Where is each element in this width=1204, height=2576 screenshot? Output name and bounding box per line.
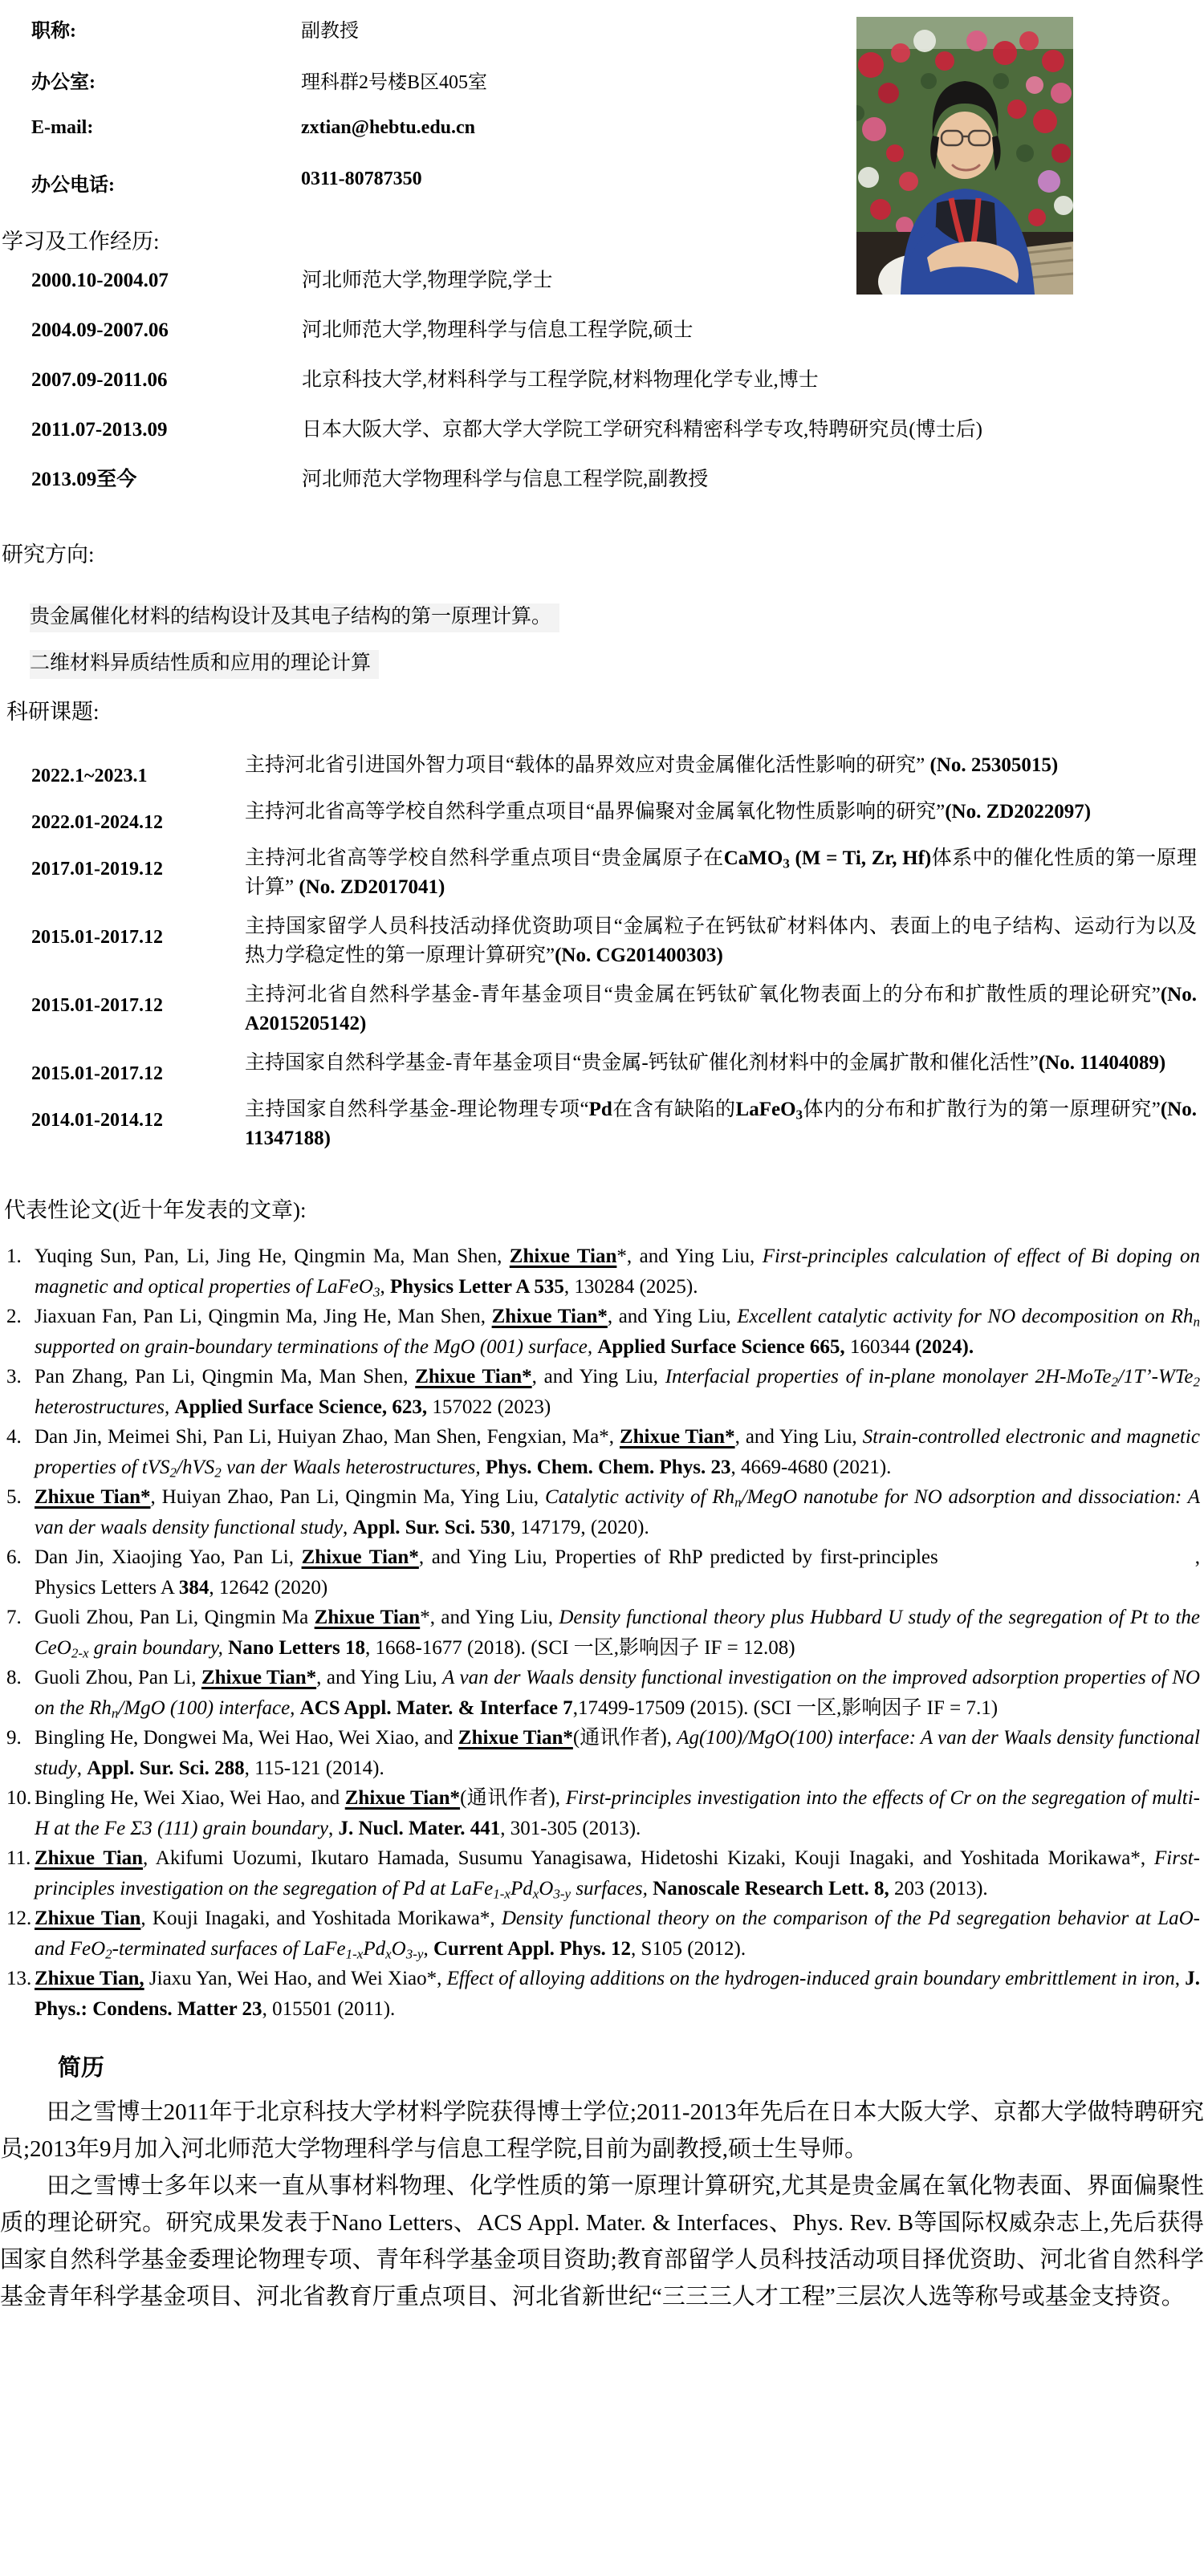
- paper-number: 6.: [6, 1546, 22, 1568]
- research-directions-heading: 研究方向:: [2, 542, 95, 567]
- bio-heading: 简历: [58, 2055, 105, 2081]
- project-period: 2022.01-2024.12: [31, 812, 163, 833]
- paper-text: Dan Jin, Xiaojing Yao, Pan Li, Zhixue Tian*, and Ying Liu, Properties of RhP predicted by first-principles , Physics Letters A 384, 12642 (2020): [35, 1546, 1200, 1599]
- paper-item: [6, 1964, 1201, 2024]
- paper-item: [6, 1723, 1200, 1783]
- paper-number: 9.: [6, 1727, 22, 1749]
- paper-text: Yuqing Sun, Pan, Li, Jing He, Qingmin Ma, Man Shen, Zhixue Tian*, and Ying Liu, First-principles calculation of effect of Bi doping on magnetic and optical properties of LaFeO3, Physics Letter A 535, 130284 (2025).: [35, 1245, 1200, 1299]
- paper-number: 13.: [6, 1968, 32, 1989]
- paper-item: [6, 1422, 1200, 1482]
- experience-row: [31, 317, 1204, 344]
- contact-label: 办公室:: [31, 72, 96, 93]
- paper-number: 10.: [6, 1787, 32, 1809]
- project-period: 2015.01-2017.12: [31, 995, 163, 1016]
- project-row: [31, 798, 1204, 834]
- experience-row: [31, 367, 1204, 394]
- research-directions-section: [0, 603, 1204, 679]
- project-row: [31, 912, 1204, 970]
- experience-period: 2007.09-2011.06: [31, 369, 168, 391]
- contact-value-phone: 0311-80787350: [301, 169, 422, 189]
- paper-text: Pan Zhang, Pan Li, Qingmin Ma, Man Shen, Zhixue Tian*, and Ying Liu, Interfacial properties of in-plane monolayer 2H-MoTe2/1T’-WTe2 heterostructures, Applied Surface Science, 623, 157022 (2023): [35, 1366, 1200, 1418]
- project-period: 2015.01-2017.12: [31, 1063, 163, 1084]
- paper-item: [6, 1482, 1200, 1542]
- project-row: [31, 1095, 1204, 1153]
- papers-list: [6, 1241, 1201, 2024]
- experience-detail: 河北师范大学,物理科学与信息工程学院,硕士: [302, 319, 694, 341]
- experience-period: 2004.09-2007.06: [31, 319, 169, 341]
- paper-text: Guoli Zhou, Pan Li, Zhixue Tian*, and Ying Liu, A van der Waals density functional investigation on the improved adsorption properties of NO on the Rhn/MgO (100) interface, ACS Appl. Mater. & Interface 7,17499-17509 (2015). (SCI 一区,影响因子 IF = 7.1): [35, 1667, 1200, 1721]
- experience-heading: 学习及工作经历:: [2, 230, 160, 254]
- bio-paragraph: 田之雪博士多年以来一直从事材料物理、化学性质的第一原理计算研究,尤其是贵金属在氧化物表面、界面偏聚性质的理论研究。研究成果发表于Nano Letters、ACS Appl. Mater. & Interfaces、Phys. Rev. B等国际权威杂志上,先后获得国家自然科学基金委理论物理专项、青年科学基金项目资助;教育部留学人员科技活动项目择优资助、河北省自然科学基金青年科学基金项目、河北省教育厅重点项目、河北省新世纪“三三三人才工程”三层次人选等称号或基金支持资。: [0, 2173, 1204, 2310]
- projects-heading: 科研课题:: [6, 700, 100, 724]
- project-desc: 主持河北省自然科学基金-青年基金项目“贵金属在钙钛矿氧化物表面上的分布和扩散性质的理论研究”(No. A2015205142): [245, 984, 1197, 1034]
- paper-item: [6, 1904, 1200, 1964]
- paper-number: 2.: [6, 1306, 22, 1327]
- paper-text: Bingling He, Wei Xiao, Wei Hao, and Zhixue Tian*(通讯作者), First-principles investigation into the effects of Cr on the segregation of multi-H at the Fe Σ3 (111) grain boundary, J. Nucl. Mater. 441, 301-305 (2013).: [35, 1787, 1200, 1839]
- project-row: [31, 1049, 1204, 1085]
- project-row: [31, 844, 1204, 902]
- experience-section: [0, 267, 1204, 494]
- paper-text: Zhixue Tian, Jiaxu Yan, Wei Hao, and Wei Xiao*, Effect of alloying additions on the hydrogen-induced grain boundary embrittlement in iron, J. Phys.: Condens. Matter 23, 015501 (2011).: [35, 1968, 1201, 2020]
- paper-number: 3.: [6, 1366, 22, 1388]
- project-row: [31, 751, 1204, 787]
- paper-item: [6, 1241, 1200, 1302]
- experience-detail: 日本大阪大学、京都大学大学院工学研究科精密科学专攻,特聘研究员(博士后): [302, 419, 982, 441]
- paper-text: Zhixue Tian*, Huiyan Zhao, Pan Li, Qingmin Ma, Ying Liu, Catalytic activity of Rhn/MegO nanotube for NO adsorption and dissociation: A van der waals density functional study, Appl. Sur. Sci. 530, 147179, (2020).: [35, 1486, 1200, 1538]
- experience-row: [31, 466, 1204, 494]
- profile-photo-illustration: [856, 17, 1073, 295]
- project-period: 2022.1~2023.1: [31, 766, 148, 786]
- contact-value-office: 理科群2号楼B区405室: [301, 72, 488, 93]
- experience-period: 2000.10-2004.07: [31, 270, 169, 291]
- project-desc: 主持河北省高等学校自然科学重点项目“贵金属原子在CaMO3 (M = Ti, Zr, Hf)体系中的催化性质的第一原理计算” (No. ZD2017041): [245, 847, 1197, 898]
- contact-value-email: zxtian@hebtu.edu.cn: [301, 117, 476, 138]
- experience-detail: 河北师范大学,物理学院,学士: [302, 270, 553, 291]
- papers-heading: 代表性论文(近十年发表的文章):: [4, 1198, 307, 1222]
- paper-item: [6, 1783, 1200, 1843]
- project-row: [31, 981, 1204, 1038]
- project-desc: 主持国家自然科学基金-理论物理专项“Pd在含有缺陷的LaFeO3体内的分布和扩散行为的第一原理研究”(No. 11347188): [245, 1099, 1197, 1149]
- paper-number: 1.: [6, 1245, 22, 1267]
- experience-detail: 北京科技大学,材料科学与工程学院,材料物理化学专业,博士: [302, 369, 819, 391]
- projects-section: [0, 751, 1204, 1153]
- experience-period: 2013.09至今: [31, 469, 137, 490]
- paper-text: Guoli Zhou, Pan Li, Qingmin Ma Zhixue Tian*, and Ying Liu, Density functional theory plus Hubbard U study of the segregation of Pt to the CeO2-x grain boundary, Nano Letters 18, 1668-1677 (2018). (SCI 一区,影响因子 IF = 12.08): [35, 1607, 1200, 1660]
- paper-item: [6, 1302, 1201, 1362]
- paper-text: Jiaxuan Fan, Pan Li, Qingmin Ma, Jing He, Man Shen, Zhixue Tian*, and Ying Liu, Excellent catalytic activity for NO decomposition on Rhn supported on grain-boundary terminations of the MgO (001) surface, Applied Surface Science 665, 160344 (2024).: [35, 1306, 1201, 1358]
- paper-item: [6, 1542, 1200, 1603]
- paper-item: [6, 1843, 1200, 1904]
- contact-label: E-mail:: [31, 117, 94, 138]
- research-direction-item: 贵金属催化材料的结构设计及其电子结构的第一原理计算。: [30, 603, 559, 632]
- project-desc: 主持国家留学人员科技活动择优资助项目“金属粒子在钙钛矿材料体内、表面上的电子结构、运动行为以及热力学稳定性的第一原理计算研究”(No. CG201400303): [245, 916, 1197, 966]
- project-desc: 主持河北省高等学校自然科学重点项目“晶界偏聚对金属氧化物性质影响的研究”(No. ZD2022097): [245, 801, 1092, 823]
- contact-label: 办公电话:: [31, 175, 115, 196]
- paper-item: [6, 1362, 1200, 1422]
- experience-period: 2011.07-2013.09: [31, 419, 168, 441]
- profile-photo: [856, 17, 1073, 295]
- experience-detail: 河北师范大学物理科学与信息工程学院,副教授: [302, 469, 709, 490]
- contact-label: 职称:: [31, 21, 76, 42]
- paper-text: Dan Jin, Meimei Shi, Pan Li, Huiyan Zhao, Man Shen, Fengxian, Ma*, Zhixue Tian*, and Ying Liu, Strain-controlled electronic and magnetic properties of tVS2/hVS2 van der Waals heterostructures, Phys. Chem. Chem. Phys. 23, 4669-4680 (2021).: [35, 1426, 1200, 1480]
- paper-number: 7.: [6, 1607, 22, 1628]
- paper-text: Zhixue Tian, Akifumi Uozumi, Ikutaro Hamada, Susumu Yanagisawa, Hidetoshi Kizaki, Kouji Inagaki, and Yoshitada Morikawa*, First-principles investigation on the segregation of Pd at LaFe1-xPdxO3-y surfaces, Nanoscale Research Lett. 8, 203 (2013).: [35, 1847, 1200, 1901]
- paper-text: Bingling He, Dongwei Ma, Wei Hao, Wei Xiao, and Zhixue Tian*(通讯作者), Ag(100)/MgO(100) interface: A van der Waals density functional study, Appl. Sur. Sci. 288, 115-121 (2014).: [35, 1727, 1200, 1779]
- research-direction-item: 二维材料异质结性质和应用的理论计算: [30, 650, 379, 679]
- project-period: 2014.01-2014.12: [31, 1110, 163, 1131]
- paper-item: [6, 1663, 1200, 1723]
- project-desc: 主持国家自然科学基金-青年基金项目“贵金属-钙钛矿催化剂材料中的金属扩散和催化活性”(No. 11404089): [245, 1052, 1166, 1074]
- paper-number: 5.: [6, 1486, 22, 1508]
- paper-number: 8.: [6, 1667, 22, 1688]
- paper-text: Zhixue Tian, Kouji Inagaki, and Yoshitada Morikawa*, Density functional theory on the comparison of the Pd segregation behavior at LaO- and FeO2-terminated surfaces of LaFe1-xPdxO3-y, Current Appl. Phys. 12, S105 (2012).: [35, 1908, 1200, 1961]
- paper-number: 11.: [6, 1847, 31, 1869]
- experience-row: [31, 416, 1204, 444]
- paper-number: 12.: [6, 1908, 32, 1929]
- paper-item: [6, 1603, 1200, 1663]
- project-period: 2015.01-2017.12: [31, 927, 163, 948]
- project-period: 2017.01-2019.12: [31, 859, 163, 880]
- project-desc: 主持河北省引进国外智力项目“载体的晶界效应对贵金属催化活性影响的研究” (No. 25305015): [245, 754, 1059, 776]
- contact-value-title: 副教授: [301, 21, 359, 42]
- bio-section: [0, 2094, 1204, 2315]
- bio-paragraph: 田之雪博士2011年于北京科技大学材料学院获得博士学位;2011-2013年先后在日本大阪大学、京都大学做特聘研究员;2013年9月加入河北师范大学物理科学与信息工程学院,目前为副教授,硕士生导师。: [0, 2099, 1204, 2162]
- paper-number: 4.: [6, 1426, 22, 1448]
